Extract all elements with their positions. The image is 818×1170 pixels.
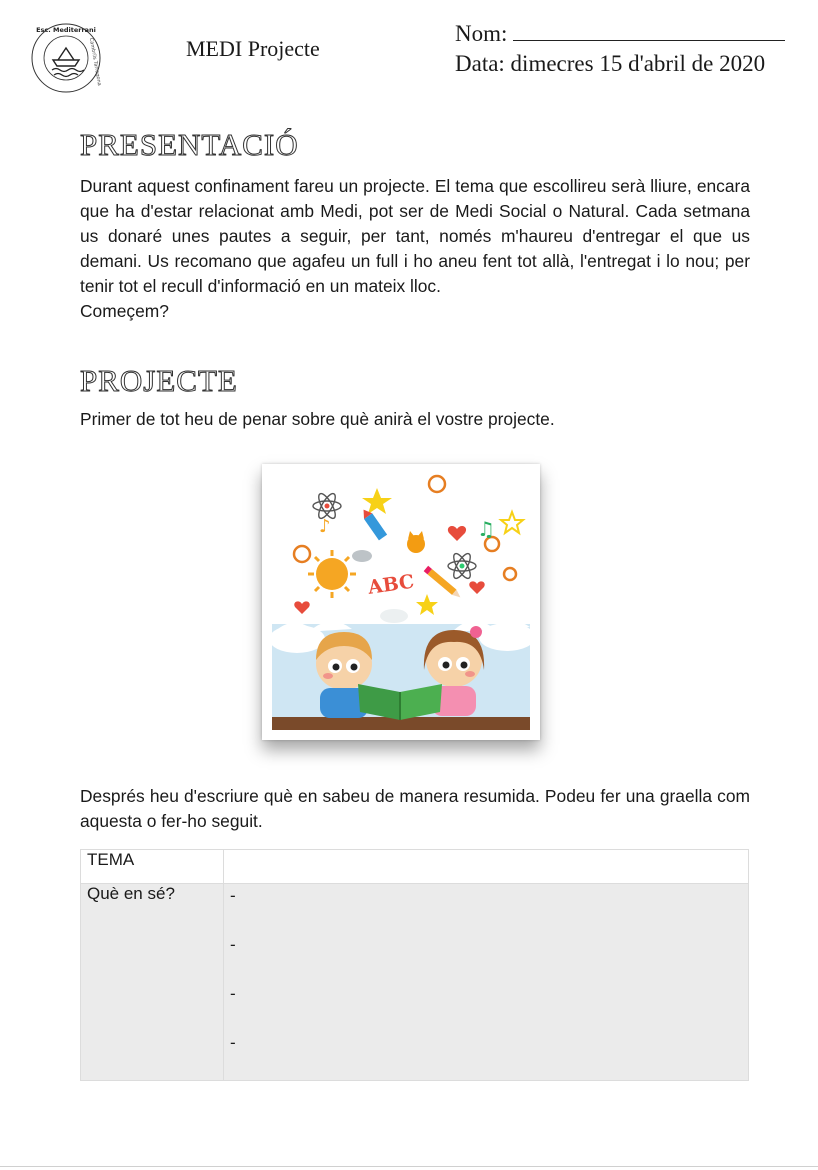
svg-text:♫: ♫ xyxy=(477,517,495,541)
name-blank-line[interactable] xyxy=(513,18,785,41)
dash-item: - xyxy=(230,886,236,905)
document-title: MEDI Projecte xyxy=(186,36,320,61)
table-row xyxy=(81,884,749,1081)
dash-item: - xyxy=(230,984,236,1003)
presentacio-body: Durant aquest confinament fareu un projecte. El tema que escollireu serà lliure, encara que ha d'estar relacionat amb Medi, pot ser de Medi Social o Natural. Cada setmana us donaré unes pautes a seguir, per tant, només m'haureu d'entregar el que us demani. Us recomano que agafeu un full i ho aneu fent tot allà, l'entregat i lo nou; per tenir tot el recull d'informació en un mateix lloc. xyxy=(80,176,750,296)
presentacio-text xyxy=(80,174,750,324)
table-row xyxy=(81,850,749,884)
projecte-after-text: Després heu d'escriure què en sabeu de manera resumida. Podeu fer una graella com aquesta o fer-ho seguit. xyxy=(80,786,750,831)
logo-text-right: Cambrils Tarragona xyxy=(87,37,103,87)
name-field[interactable] xyxy=(455,18,785,49)
dash-item: - xyxy=(230,1033,236,1052)
date-line: Data: dimecres 15 d'abril de 2020 xyxy=(455,51,766,76)
kids-reading-book-illustration xyxy=(272,474,530,730)
header-fields xyxy=(455,18,785,79)
illustration-frame xyxy=(262,464,540,740)
section-title-projecte: PROJECTE xyxy=(80,363,238,398)
tema-label: TEMA xyxy=(81,850,224,884)
page-divider xyxy=(0,1166,818,1167)
school-logo xyxy=(28,20,104,96)
section-title-presentacio: PRESENTACIÓ xyxy=(80,127,299,162)
knowledge-table xyxy=(80,849,749,1081)
presentacio-closing: Começem? xyxy=(80,301,169,321)
school-logo-boat-icon xyxy=(28,20,104,96)
name-label: Nom: xyxy=(455,21,508,46)
que-en-se-value-cell[interactable] xyxy=(224,884,749,1081)
svg-text:♪: ♪ xyxy=(319,516,331,537)
tema-value-cell[interactable] xyxy=(224,850,749,884)
que-en-se-label: Què en sé? xyxy=(81,884,224,1081)
dash-item: - xyxy=(230,935,236,954)
projecte-intro: Primer de tot heu de penar sobre què anirà el vostre projecte. xyxy=(80,409,555,429)
logo-text-top: Esc. Mediterrani xyxy=(36,26,96,34)
illustration-abc-text: ABC xyxy=(366,570,416,599)
